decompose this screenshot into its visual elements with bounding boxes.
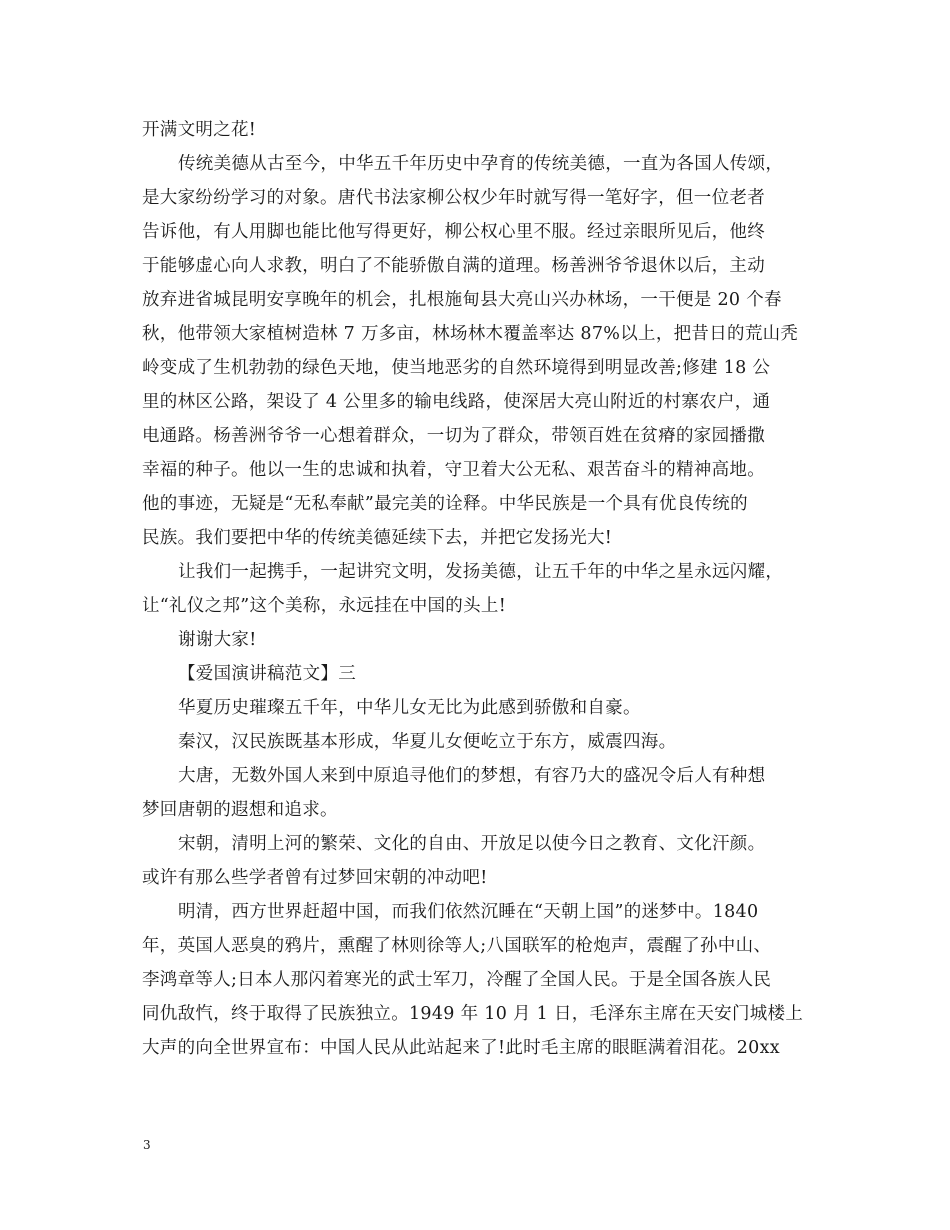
text-line: 幸福的种子。他以一生的忠诚和执着，守卫着大公无私、艰苦奋斗的精神高地。 xyxy=(142,460,765,480)
text-line: 开满文明之花! xyxy=(142,120,257,140)
paragraph-line: 秦汉，汉民族既基本形成，华夏儿女便屹立于东方，威震四海。 xyxy=(178,732,677,752)
page-number: 3 xyxy=(143,1138,151,1152)
paragraph-line: 宋朝，清明上河的繁荣、文化的自由、开放足以使今日之教育、文化汗颜。 xyxy=(178,834,766,854)
text-line: 电通路。杨善洲爷爷一心想着群众，一切为了群众，带领百姓在贫瘠的家园播撒 xyxy=(142,426,765,446)
text-line: 放弃进省城昆明安享晚年的机会，扎根施甸县大亮山兴办林场，一干便是 20 个春 xyxy=(142,290,782,310)
text-line: 里的林区公路，架设了 4 公里多的输电线路，使深居大亮山附近的村寨农户，通 xyxy=(142,392,771,412)
paragraph-line: 华夏历史璀璨五千年，中华儿女无比为此感到骄傲和自豪。 xyxy=(178,698,641,718)
text-line: 于能够虚心向人求教，明白了不能骄傲自满的道理。杨善洲爷爷退休以后，主动 xyxy=(142,256,765,276)
section-heading: 【爱国演讲稿范文】三 xyxy=(178,664,356,684)
text-line: 梦回唐朝的遐想和追求。 xyxy=(142,800,338,820)
text-line: 让“礼仪之邦”这个美称，永远挂在中国的头上! xyxy=(142,596,507,616)
text-line: 民族。我们要把中华的传统美德延续下去，并把它发扬光大! xyxy=(142,528,613,548)
text-line: 或许有那么些学者曾有过梦回宋朝的冲动吧! xyxy=(142,868,488,888)
text-line: 年，英国人恶臭的鸦片，熏醒了林则徐等人;八国联军的枪炮声，震醒了孙中山、 xyxy=(142,936,772,956)
text-line: 秋，他带领大家植树造林 7 万多亩，林场林木覆盖率达 87%以上，把昔日的荒山秃 xyxy=(142,324,799,344)
paragraph-line: 谢谢大家! xyxy=(178,630,257,650)
paragraph-line: 让我们一起携手，一起讲究文明，发扬美德，让五千年的中华之星永远闪耀， xyxy=(178,562,784,582)
paragraph-line: 大唐，无数外国人来到中原追寻他们的梦想，有容乃大的盛况令后人有种想 xyxy=(178,766,766,786)
paragraph-line: 传统美德从古至今，中华五千年历史中孕育的传统美德，一直为各国人传颂， xyxy=(178,154,784,174)
text-line: 大声的向全世界宣布：中国人民从此站起来了!此时毛主席的眼眶满着泪花。20xx xyxy=(142,1038,780,1058)
text-line: 李鸿章等人;日本人那闪着寒光的武士军刀，冷醒了全国人民。于是全国各族人民 xyxy=(142,970,772,990)
text-line: 岭变成了生机勃勃的绿色天地，使当地恶劣的自然环境得到明显改善;修建 18 公 xyxy=(142,358,771,378)
text-line: 他的事迹，无疑是“无私奉献”最完美的诠释。中华民族是一个具有优良传统的 xyxy=(142,494,748,514)
text-line: 告诉他，有人用脚也能比他写得更好，柳公权心里不服。经过亲眼所见后，他终 xyxy=(142,222,765,242)
text-line: 是大家纷纷学习的对象。唐代书法家柳公权少年时就写得一笔好字，但一位老者 xyxy=(142,188,765,208)
text-line: 同仇敌忾，终于取得了民族独立。1949 年 10 月 1 日，毛泽东主席在天安门城楼上 xyxy=(142,1004,804,1024)
paragraph-line: 明清，西方世界赶超中国，而我们依然沉睡在“天朝上国”的迷梦中。1840 xyxy=(178,902,759,922)
